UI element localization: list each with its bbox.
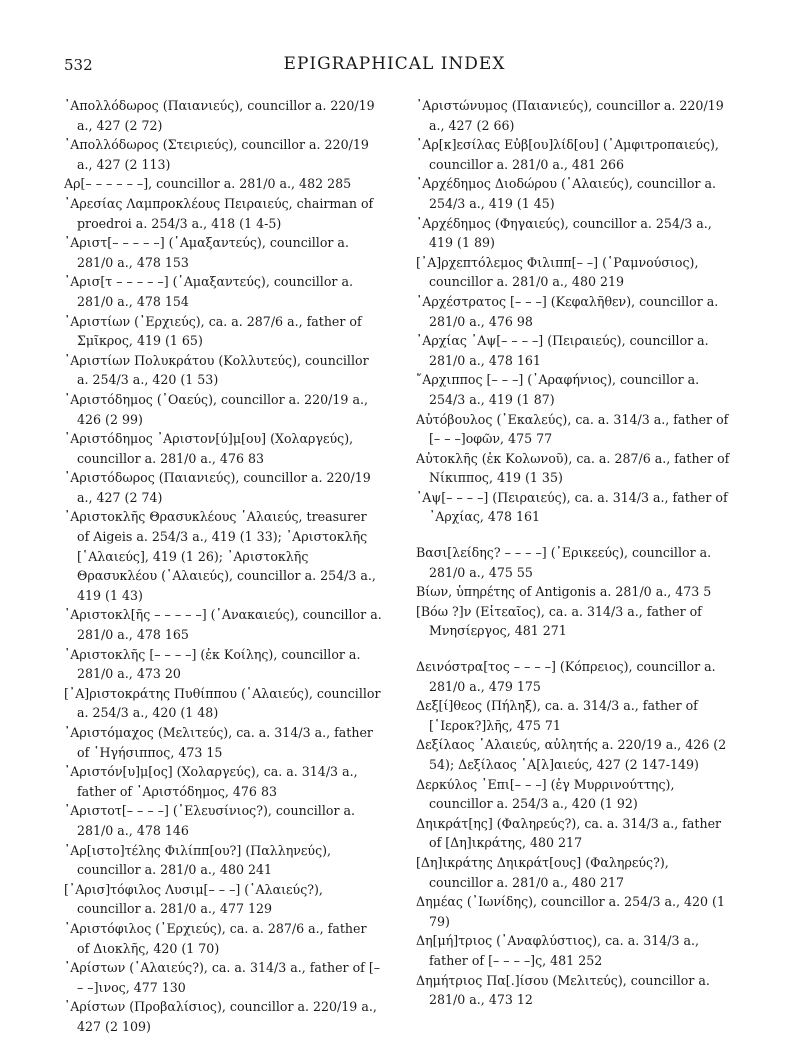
index-column-right	[416, 96, 734, 1010]
index-entry: Δηικράτ[ης] (Φαληρεύς?), ca. a. 314/3 a., father of [Δη]ικράτης, 480 217	[416, 815, 722, 851]
section-gap	[416, 641, 734, 657]
index-entry: ᾿Αρχέστρατος [– – –] (Κεφαλῆθεν), councillor a. 281/0 a., 476 98	[416, 293, 719, 329]
index-entry: ᾿Αρχίας ᾿Αψ[– – – –] (Πειραιεύς), councillor a. 281/0 a., 478 161	[416, 333, 709, 368]
index-entry: ᾿Αριστώνυμος (Παιανιεύς), councillor a. 220/19 a., 427 (2 66)	[416, 98, 724, 133]
index-entry: ᾿Αρχέδημος (Φηγαιεύς), councillor a. 254/3 a., 419 (1 89)	[416, 215, 712, 251]
index-entry: ᾿Αρίστων (Προβαλίσιος), councillor a. 220/19 a., 427 (2 109)	[64, 999, 377, 1034]
index-entry: Δη[μή]τριος (᾿Αναφλύστιος), ca. a. 314/3 a., father of [– – – –]ς, 481 252	[416, 933, 700, 968]
index-entry: ῎Αρχιππος [– – –] (᾿Αραφήνιος), councillor a. 254/3 a., 419 (1 87)	[416, 372, 700, 407]
index-entry: ᾿Αριστοκλ[ῆς – – – – –] (᾿Ανακαιεύς), councillor a. 281/0 a., 478 165	[64, 607, 382, 643]
index-entry: ᾿Αριστόδημος (᾿Οαεύς), councillor a. 220/19 a., 426 (2 99)	[64, 391, 368, 427]
index-entry: ᾿Αρεσίας Λαμπροκλέους Πειραιεύς, chairman of proedroi a. 254/3 a., 418 (1 4-5)	[64, 195, 374, 231]
index-entry: ᾿Αριστόδωρος (Παιανιεύς), councillor a. 220/19 a., 427 (2 74)	[64, 470, 371, 505]
index-entry: ᾿Αριστίων (᾿Ερχιεύς), ca. a. 287/6 a., father of Σμῖκρος, 419 (1 65)	[64, 313, 362, 349]
index-entry: ᾿Απολλόδωρος (Παιανιεύς), councillor a. 220/19 a., 427 (2 72)	[64, 98, 375, 133]
index-entry: ᾿Αρισ[τ – – – – –] (῾Αμαξαντεύς), councillor a. 281/0 a., 478 154	[64, 274, 353, 309]
index-entry: ᾿Αριστοτ[– – – –] (᾿Ελευσίνιος?), councillor a. 281/0 a., 478 146	[64, 803, 355, 838]
index-entry: ᾿Αρίστων (῾Αλαιεύς?), ca. a. 314/3 a., father of [– – –]ινος, 477 130	[64, 960, 381, 995]
index-entry: [᾿Α]ριστοκράτης Πυθίππου (῾Αλαιεύς), councillor a. 254/3 a., 420 (1 48)	[64, 685, 381, 721]
index-entry: Βίων, ὑπηρέτης of Antigonis a. 281/0 a., 473 5	[416, 584, 712, 600]
index-entry: [Βόω ?]ν (Εἰτεαῖος), ca. a. 314/3 a., father of Μνησίεργος, 481 271	[416, 603, 702, 639]
index-entry: [᾿Α]ρχεπτόλεμος Φιλιππ[– –] (῾Ραμνούσιος), councillor a. 281/0 a., 480 219	[416, 254, 699, 290]
index-entry: ᾿Αριστοκλῆς [– – – –] (ἐκ Κοίλης), councillor a. 281/0 a., 473 20	[64, 646, 361, 682]
index-entry: Αρ[– – – – – –], councillor a. 281/0 a., 482 285	[64, 176, 352, 192]
index-entry: ᾿Αρχέδημος Διοδώρου (῾Αλαιεύς), councillor a. 254/3 a., 419 (1 45)	[416, 176, 717, 211]
index-entry: ᾿Αρ[κ]εσίλας Εὐβ[ου]λίδ[ου] (᾿Αμφιτροπαιεύς), councillor a. 281/0 a., 481 266	[416, 137, 719, 172]
index-entry: Αὐτόβουλος (᾿Εκαλεύς), ca. a. 314/3 a., father of [– – –]οφῶν, 475 77	[416, 411, 729, 447]
index-entry: ᾿Αριστόμαχος (Μελιτεύς), ca. a. 314/3 a., father of ῾Ηγήσιππος, 473 15	[64, 725, 373, 760]
index-column-left	[64, 96, 382, 1037]
index-entry: ᾿Αριστίων Πολυκράτου (Κολλυτεύς), councillor a. 254/3 a., 420 (1 53)	[64, 352, 369, 388]
index-entry: ᾿Αριστ[– – – – –] (῾Αμαξαντεύς), councillor a. 281/0 a., 478 153	[64, 235, 349, 270]
index-entry: ᾿Αρ[ιστο]τέλης Φιλίππ[ου?] (Παλληνεύς), councillor a. 281/0 a., 480 241	[64, 842, 332, 878]
page-title: EPIGRAPHICAL INDEX	[283, 54, 506, 74]
index-entry: Δεινόστρα[τος – – – –] (Κόπρειος), councillor a. 281/0 a., 479 175	[416, 659, 716, 694]
index-entry: Αὐτοκλῆς (ἐκ Κολωνοῦ), ca. a. 287/6 a., father of Νίκιππος, 419 (1 35)	[416, 450, 730, 486]
index-entry: Δημήτριος Πα[.]ίσου (Μελιτεύς), councillor a. 281/0 a., 473 12	[416, 972, 710, 1008]
index-entry: [᾿Αρισ]τόφιλος Λυσιμ[– – –] (῾Αλαιεύς?), councillor a. 281/0 a., 477 129	[64, 881, 323, 917]
page-header	[0, 56, 789, 80]
index-entry: Δερκύλος ᾿Επι[– – –] (ἐγ Μυρρινούττης), councillor a. 254/3 a., 420 (1 92)	[416, 776, 675, 812]
index-entry: ᾿Αριστόδημος ᾿Αριστον[ύ]μ[ου] (Χολαργεύς), councillor a. 281/0 a., 476 83	[64, 431, 354, 466]
index-entry: ᾿Αριστόν[υ]μ[ος] (Χολαργεύς), ca. a. 314/3 a., father of ᾿Αριστόδημος, 476 83	[64, 764, 358, 799]
index-entry: Δημέας (᾿Ιωνίδης), councillor a. 254/3 a., 420 (1 79)	[416, 894, 725, 929]
page-number: 532	[64, 56, 93, 74]
index-entry: Δεξ[ί]θεος (Πήληξ), ca. a. 314/3 a., father of [῾Ιεροκ?]λῆς, 475 71	[416, 698, 698, 733]
index-entry: [Δη]ικράτης Δηικράτ[ους] (Φαληρεύς?), councillor a. 281/0 a., 480 217	[416, 854, 669, 890]
index-entry: ᾿Αριστοκλῆς Θρασυκλέους ῾Αλαιεύς, treasurer of Aigeis a. 254/3 a., 419 (1 33); ᾿Αριστοκλῆς [῾Αλαιεύς], 419 (1 26); ᾿Αριστοκλῆς Θρασυκλέου (῾Αλαιεύς), councillor a. 254/3 a., 419 (1 43)	[64, 509, 376, 603]
index-entry: ᾿Αψ[– – – –] (Πειραιεύς), ca. a. 314/3 a., father of ᾿Αρχίας, 478 161	[416, 489, 728, 525]
index-entry: Βασι[λείδης? – – – –] (᾿Ερικεεύς), councillor a. 281/0 a., 475 55	[416, 545, 712, 580]
index-entry: Δεξίλαος ῾Αλαιεύς, αὐλητής a. 220/19 a., 426 (2 54); Δεξίλαος ῾Α[λ]αιεύς, 427 (2 147-149)	[416, 737, 727, 772]
index-entry: ᾿Αριστόφιλος (᾿Ερχιεύς), ca. a. 287/6 a., father of Διοκλῆς, 420 (1 70)	[64, 920, 367, 956]
section-gap	[416, 527, 734, 543]
index-entry: ᾿Απολλόδωρος (Στειριεύς), councillor a. 220/19 a., 427 (2 113)	[64, 137, 369, 172]
